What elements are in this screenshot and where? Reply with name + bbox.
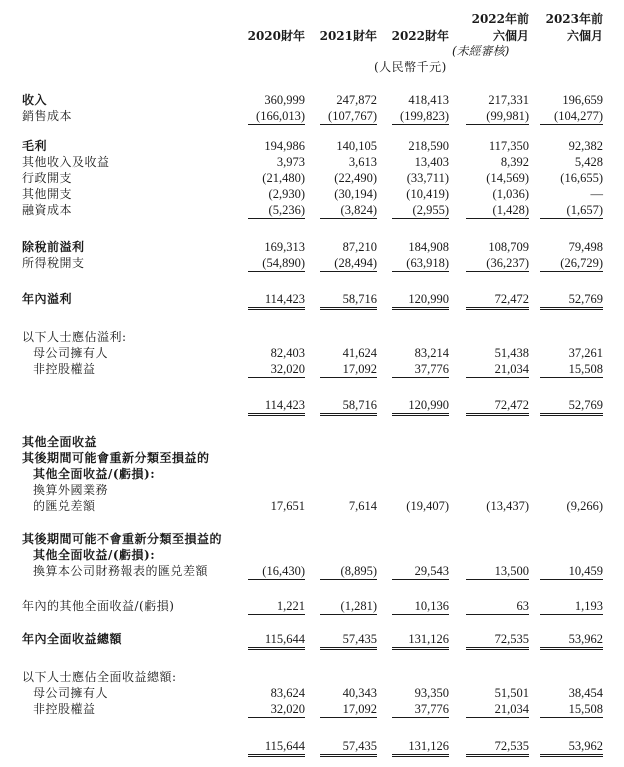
rule-total-1-2020 — [248, 413, 305, 416]
cell-fx-2022: (19,407) — [406, 499, 449, 513]
rule-total-2-2022h1 — [466, 754, 529, 757]
cell-nci-2-2021: 17,092 — [342, 702, 377, 716]
cell-owners-1-2023h1: 37,261 — [568, 346, 603, 360]
cell-nci-2-2022: 37,776 — [414, 702, 449, 716]
cell-total-2-2020: 115,644 — [264, 739, 305, 753]
cell-total-ci-2022h1: 72,535 — [494, 632, 529, 646]
cell-other-expenses-2023h1: — — [590, 187, 603, 201]
label-profit-before-tax: 除稅前溢利 — [22, 240, 85, 254]
rule-cost-of-sales-2021 — [320, 124, 377, 125]
cell-revenue-2022h1: 217,331 — [488, 93, 529, 107]
rule-cost-of-sales-2020 — [248, 124, 305, 125]
cell-profit-before-tax-2022: 184,908 — [408, 240, 449, 254]
cell-admin-expenses-2021: (22,490) — [334, 171, 377, 185]
label-oci-heading: 其他全面收益 — [22, 435, 98, 449]
header-2023h1-line1: 2023年前 — [545, 12, 603, 26]
rule-cost-of-sales-2022 — [392, 124, 449, 125]
cell-profit-for-year-2022: 120,990 — [408, 292, 449, 306]
cell-nci-2-2022h1: 21,034 — [494, 702, 529, 716]
cell-nci-2-2023h1: 15,508 — [568, 702, 603, 716]
rule-profit-for-year-2020 — [248, 307, 305, 310]
cell-fx-company-2020: (16,430) — [262, 564, 305, 578]
label-profit-for-year: 年內溢利 — [22, 292, 73, 306]
cell-fx-2020: 17,651 — [270, 499, 305, 513]
cell-revenue-2021: 247,872 — [336, 93, 377, 107]
cell-admin-expenses-2020: (21,480) — [262, 171, 305, 185]
rule-fx-company-2021 — [320, 579, 377, 580]
rule-total-ci-2022 — [392, 647, 449, 650]
cell-oci-year-2022: 10,136 — [414, 599, 449, 613]
cell-revenue-2023h1: 196,659 — [562, 93, 603, 107]
cell-fx-company-2021: (8,895) — [340, 564, 377, 578]
rule-nci-1-2022 — [392, 377, 449, 378]
rule-income-tax-2020 — [248, 271, 305, 272]
rule-finance-costs-2023h1 — [540, 218, 603, 219]
label-other-income: 其他收入及收益 — [22, 155, 110, 169]
label-reclass-line1: 其後期間可能會重新分類至損益的 — [22, 451, 210, 465]
cell-revenue-2022: 418,413 — [408, 93, 449, 107]
cell-owners-2-2020: 83,624 — [270, 686, 305, 700]
rule-oci-year-2022h1 — [466, 614, 529, 615]
rule-nci-1-2021 — [320, 377, 377, 378]
cell-owners-2-2021: 40,343 — [342, 686, 377, 700]
rule-cost-of-sales-2022h1 — [466, 124, 529, 125]
rule-total-2-2020 — [248, 754, 305, 757]
rule-total-2-2022 — [392, 754, 449, 757]
cell-total-2-2022h1: 72,535 — [494, 739, 529, 753]
rule-profit-for-year-2021 — [320, 307, 377, 310]
label-attributable-heading: 以下人士應佔溢利: — [22, 330, 127, 344]
cell-profit-before-tax-2020: 169,313 — [264, 240, 305, 254]
rule-fx-company-2020 — [248, 579, 305, 580]
cell-income-tax-2022h1: (36,237) — [486, 256, 529, 270]
rule-total-ci-2020 — [248, 647, 305, 650]
rule-income-tax-2022 — [392, 271, 449, 272]
rule-finance-costs-2021 — [320, 218, 377, 219]
label-revenue: 收入 — [22, 93, 48, 107]
cell-profit-for-year-2023h1: 52,769 — [568, 292, 603, 306]
cell-oci-year-2022h1: 63 — [516, 599, 529, 613]
rule-total-2-2023h1 — [540, 754, 603, 757]
rule-cost-of-sales-2023h1 — [540, 124, 603, 125]
cell-other-income-2020: 3,973 — [276, 155, 305, 169]
rule-total-ci-2021 — [320, 647, 377, 650]
cell-nci-1-2021: 17,092 — [342, 362, 377, 376]
label-nci-2: 非控股權益 — [33, 702, 96, 716]
cell-finance-costs-2021: (3,824) — [340, 203, 377, 217]
label-noreclass-line2: 其他全面收益/(虧損): — [33, 548, 156, 562]
cell-nci-1-2022: 37,776 — [414, 362, 449, 376]
cell-total-2-2022: 131,126 — [408, 739, 449, 753]
rule-profit-for-year-2022h1 — [466, 307, 529, 310]
cell-income-tax-2022: (63,918) — [406, 256, 449, 270]
label-income-tax: 所得稅開支 — [22, 256, 85, 270]
currency-note: (人民幣千元) — [374, 60, 447, 74]
cell-other-income-2022: 13,403 — [414, 155, 449, 169]
label-oci-year: 年內的其他全面收益/(虧損) — [22, 599, 175, 613]
cell-gross-profit-2020: 194,986 — [264, 139, 305, 153]
cell-gross-profit-2023h1: 92,382 — [568, 139, 603, 153]
rule-income-tax-2022h1 — [466, 271, 529, 272]
header-2021: 2021財年 — [319, 29, 377, 43]
cell-oci-year-2023h1: 1,193 — [574, 599, 603, 613]
header-2022h1-line1: 2022年前 — [471, 12, 529, 26]
cell-total-ci-2020: 115,644 — [264, 632, 305, 646]
cell-owners-1-2021: 41,624 — [342, 346, 377, 360]
rule-income-tax-2021 — [320, 271, 377, 272]
cell-total-1-2023h1: 52,769 — [568, 398, 603, 412]
cell-profit-before-tax-2023h1: 79,498 — [568, 240, 603, 254]
rule-total-ci-2022h1 — [466, 647, 529, 650]
rule-total-1-2022 — [392, 413, 449, 416]
cell-nci-1-2023h1: 15,508 — [568, 362, 603, 376]
cell-gross-profit-2022h1: 117,350 — [488, 139, 529, 153]
cell-fx-company-2023h1: 10,459 — [568, 564, 603, 578]
cell-total-1-2022h1: 72,472 — [494, 398, 529, 412]
rule-finance-costs-2022 — [392, 218, 449, 219]
label-attributable-ci-heading: 以下人士應佔全面收益總額: — [22, 670, 177, 684]
cell-total-ci-2022: 131,126 — [408, 632, 449, 646]
cell-finance-costs-2023h1: (1,657) — [566, 203, 603, 217]
rule-oci-year-2020 — [248, 614, 305, 615]
label-reclass-line2: 其他全面收益/(虧損): — [33, 467, 156, 481]
rule-total-1-2023h1 — [540, 413, 603, 416]
rule-total-ci-2023h1 — [540, 647, 603, 650]
cell-owners-2-2023h1: 38,454 — [568, 686, 603, 700]
rule-total-1-2021 — [320, 413, 377, 416]
cell-fx-company-2022: 29,543 — [414, 564, 449, 578]
cell-total-ci-2023h1: 53,962 — [568, 632, 603, 646]
label-owners-1: 母公司擁有人 — [33, 346, 109, 360]
cell-nci-2-2020: 32,020 — [270, 702, 305, 716]
cell-gross-profit-2022: 218,590 — [408, 139, 449, 153]
label-fx-line2: 的匯兑差額 — [33, 499, 96, 513]
label-fx-line1: 換算外國業務 — [33, 483, 109, 497]
cell-owners-1-2022h1: 51,438 — [494, 346, 529, 360]
cell-nci-1-2022h1: 21,034 — [494, 362, 529, 376]
label-cost-of-sales: 銷售成本 — [22, 109, 73, 123]
cell-total-ci-2021: 57,435 — [342, 632, 377, 646]
label-admin-expenses: 行政開支 — [22, 171, 73, 185]
cell-revenue-2020: 360,999 — [264, 93, 305, 107]
cell-total-1-2021: 58,716 — [342, 398, 377, 412]
cell-cost-of-sales-2022h1: (99,981) — [486, 109, 529, 123]
cell-nci-1-2020: 32,020 — [270, 362, 305, 376]
label-owners-2: 母公司擁有人 — [33, 686, 109, 700]
rule-oci-year-2022 — [392, 614, 449, 615]
cell-total-2-2021: 57,435 — [342, 739, 377, 753]
cell-profit-for-year-2022h1: 72,472 — [494, 292, 529, 306]
header-2022h1-line2: 六個月 — [492, 29, 529, 43]
cell-oci-year-2020: 1,221 — [276, 599, 305, 613]
cell-finance-costs-2020: (5,236) — [268, 203, 305, 217]
cell-total-2-2023h1: 53,962 — [568, 739, 603, 753]
rule-nci-2-2020 — [248, 717, 305, 718]
cell-income-tax-2020: (54,890) — [262, 256, 305, 270]
cell-other-expenses-2022h1: (1,036) — [492, 187, 529, 201]
cell-gross-profit-2021: 140,105 — [336, 139, 377, 153]
rule-nci-2-2023h1 — [540, 717, 603, 718]
cell-other-expenses-2022: (10,419) — [406, 187, 449, 201]
rule-total-2-2021 — [320, 754, 377, 757]
rule-profit-for-year-2023h1 — [540, 307, 603, 310]
cell-owners-2-2022h1: 51,501 — [494, 686, 529, 700]
rule-nci-1-2023h1 — [540, 377, 603, 378]
cell-cost-of-sales-2021: (107,767) — [328, 109, 377, 123]
cell-fx-2021: 7,614 — [348, 499, 377, 513]
cell-cost-of-sales-2022: (199,823) — [400, 109, 449, 123]
label-fx-company: 換算本公司財務報表的匯兑差額 — [33, 564, 209, 578]
rule-income-tax-2023h1 — [540, 271, 603, 272]
cell-profit-before-tax-2021: 87,210 — [342, 240, 377, 254]
cell-admin-expenses-2022h1: (14,569) — [486, 171, 529, 185]
cell-fx-company-2022h1: 13,500 — [494, 564, 529, 578]
cell-cost-of-sales-2020: (166,013) — [256, 109, 305, 123]
rule-nci-2-2022 — [392, 717, 449, 718]
label-gross-profit: 毛利 — [22, 139, 48, 153]
label-noreclass-line1: 其後期間可能不會重新分類至損益的 — [22, 532, 223, 546]
label-total-ci: 年內全面收益總額 — [22, 632, 123, 646]
cell-fx-2022h1: (13,437) — [486, 499, 529, 513]
label-nci-1: 非控股權益 — [33, 362, 96, 376]
cell-cost-of-sales-2023h1: (104,277) — [554, 109, 603, 123]
cell-owners-1-2020: 82,403 — [270, 346, 305, 360]
cell-other-income-2021: 3,613 — [348, 155, 377, 169]
rule-profit-for-year-2022 — [392, 307, 449, 310]
rule-finance-costs-2022h1 — [466, 218, 529, 219]
cell-other-income-2023h1: 5,428 — [574, 155, 603, 169]
unaudited-note: (未經審核) — [452, 44, 510, 58]
rule-oci-year-2021 — [320, 614, 377, 615]
cell-income-tax-2023h1: (26,729) — [560, 256, 603, 270]
header-2023h1-line2: 六個月 — [566, 29, 603, 43]
rule-nci-1-2022h1 — [466, 377, 529, 378]
rule-nci-1-2020 — [248, 377, 305, 378]
cell-admin-expenses-2022: (33,711) — [406, 171, 449, 185]
cell-other-income-2022h1: 8,392 — [500, 155, 529, 169]
cell-owners-2-2022: 93,350 — [414, 686, 449, 700]
cell-other-expenses-2021: (30,194) — [334, 187, 377, 201]
rule-oci-year-2023h1 — [540, 614, 603, 615]
label-other-expenses: 其他開支 — [22, 187, 73, 201]
cell-finance-costs-2022: (2,955) — [412, 203, 449, 217]
cell-other-expenses-2020: (2,930) — [268, 187, 305, 201]
rule-total-1-2022h1 — [466, 413, 529, 416]
cell-finance-costs-2022h1: (1,428) — [492, 203, 529, 217]
cell-income-tax-2021: (28,494) — [334, 256, 377, 270]
cell-owners-1-2022: 83,214 — [414, 346, 449, 360]
rule-fx-company-2022 — [392, 579, 449, 580]
cell-total-1-2020: 114,423 — [264, 398, 305, 412]
rule-fx-company-2023h1 — [540, 579, 603, 580]
cell-profit-before-tax-2022h1: 108,709 — [488, 240, 529, 254]
rule-nci-2-2021 — [320, 717, 377, 718]
header-2020: 2020財年 — [247, 29, 305, 43]
cell-total-1-2022: 120,990 — [408, 398, 449, 412]
rule-fx-company-2022h1 — [466, 579, 529, 580]
rule-nci-2-2022h1 — [466, 717, 529, 718]
label-finance-costs: 融資成本 — [22, 203, 73, 217]
cell-admin-expenses-2023h1: (16,655) — [560, 171, 603, 185]
cell-profit-for-year-2021: 58,716 — [342, 292, 377, 306]
cell-oci-year-2021: (1,281) — [340, 599, 377, 613]
cell-fx-2023h1: (9,266) — [566, 499, 603, 513]
cell-profit-for-year-2020: 114,423 — [264, 292, 305, 306]
header-2022: 2022財年 — [391, 29, 449, 43]
rule-finance-costs-2020 — [248, 218, 305, 219]
